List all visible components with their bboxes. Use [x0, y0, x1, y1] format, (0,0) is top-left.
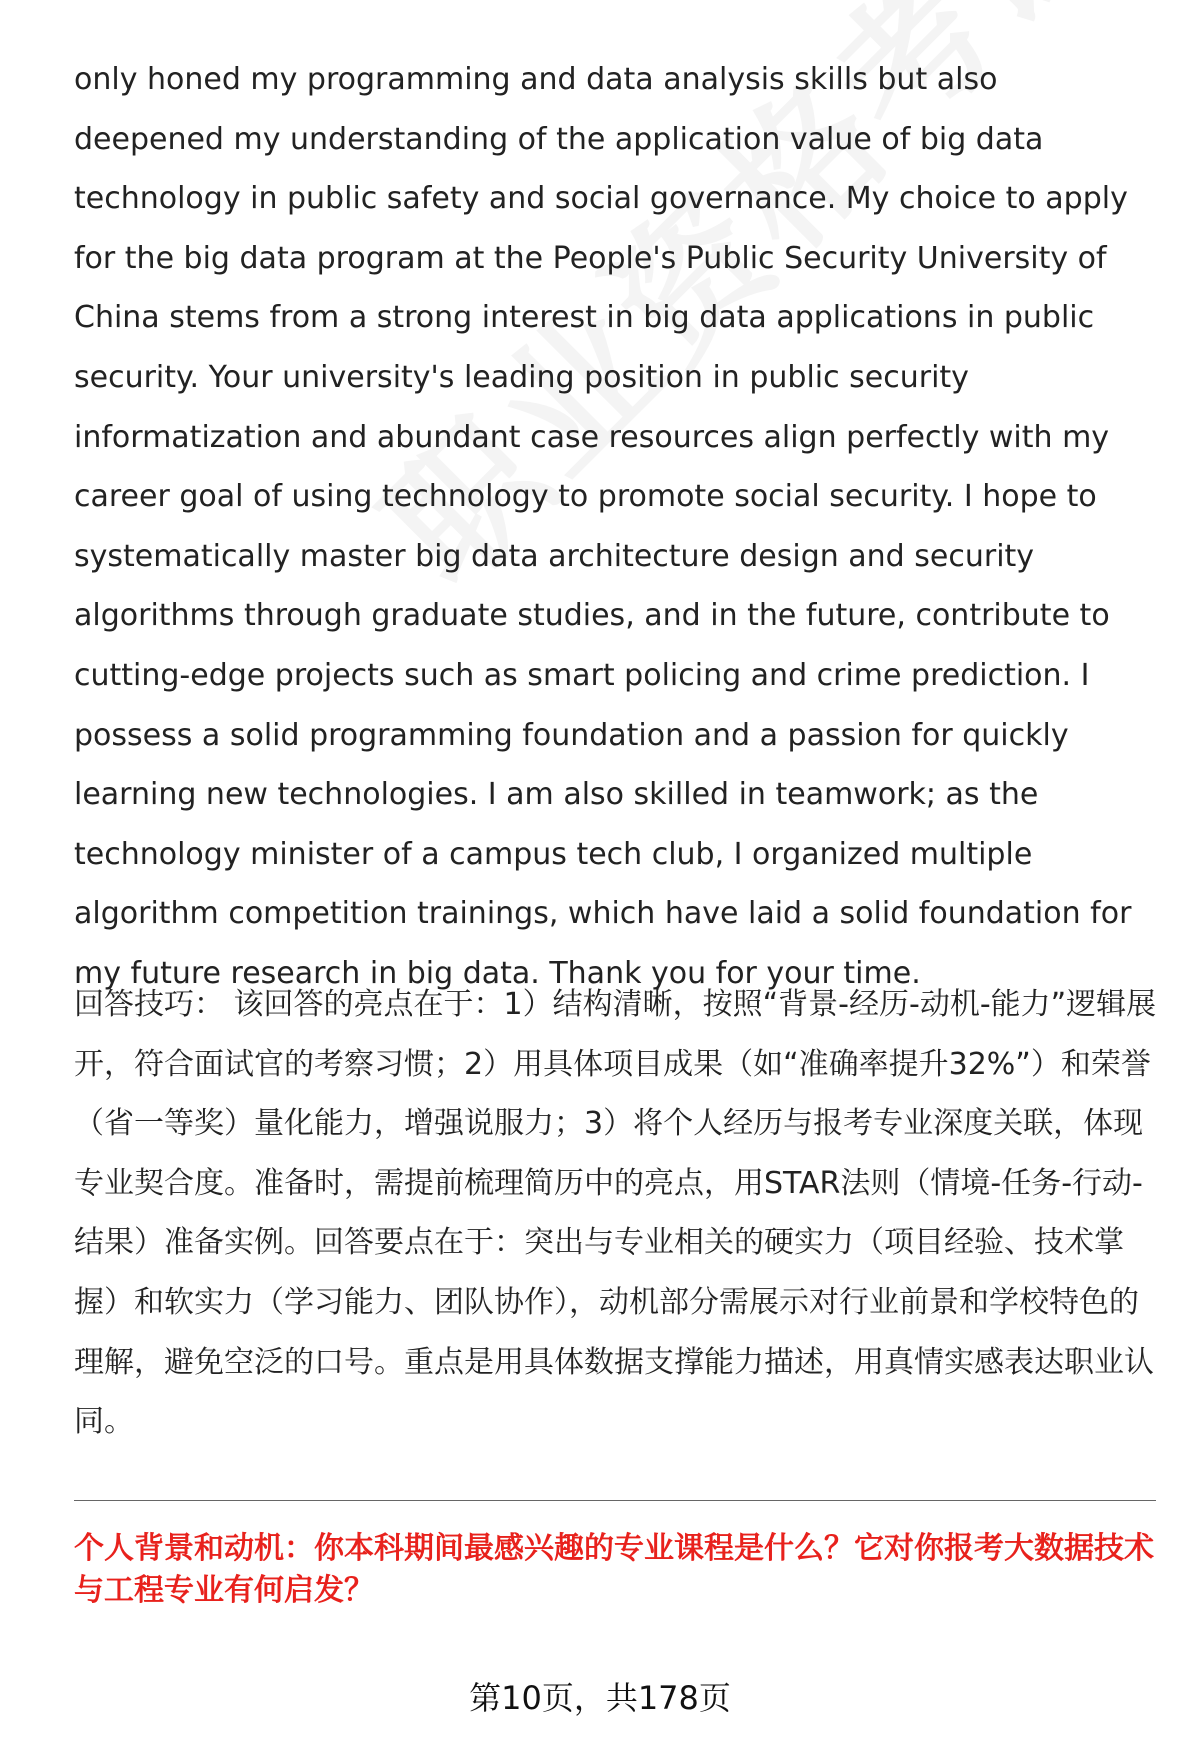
answer-tips-paragraph: [74, 975, 1164, 1452]
answer-paragraph: only honed my programming and data analysis skills but also deepened my understanding of the application value of big data technology in public safety and social governance. My choice to apply for the big data program at the People's Public Security University of China stems from a strong interest in big data applications in public security. Your university's leading position in public security informatization and abundant case resources align perfectly with my career goal of using technology to promote social security. I hope to systematically master big data architecture design and security algorithms through graduate studies, and in the future, contribute to cutting-edge projects such as smart policing and crime prediction. I possess a solid programming foundation and a passion for quickly learning new technologies. I am also skilled in teamwork; as the technology minister of a campus tech club, I organized multiple algorithm competition trainings, which have laid a solid foundation for my future research in big data. Thank you for your time.: [74, 62, 1132, 991]
section-divider: [74, 1500, 1156, 1501]
tips-label: 回答技巧：: [74, 987, 224, 1022]
page-number: 第10页，共178页: [469, 1679, 731, 1717]
tips-body: 该回答的亮点在于：1）结构清晰，按照“背景-经历-动机-能力”逻辑展开，符合面试官的考察习惯；2）用具体项目成果（如“准确率提升32%”）和荣誉（省一等奖）量化能力，增强说服力；3）将个人经历与报考专业深度关联，体现专业契合度。准备时，需提前梳理简历中的亮点，用STAR法则（情境-任务-行动-结果）准备实例。回答要点在于：突出与专业相关的硬实力（项目经验、技术掌握）和软实力（学习能力、团队协作），动机部分需展示对行业前景和学校特色的理解，避免空泛的口号。重点是用具体数据支撑能力描述，用真情实感表达职业认同。: [74, 987, 1157, 1440]
interview-question: 个人背景和动机：你本科期间最感兴趣的专业课程是什么？它对你报考大数据技术与工程专业有何启发？: [74, 1531, 1154, 1608]
